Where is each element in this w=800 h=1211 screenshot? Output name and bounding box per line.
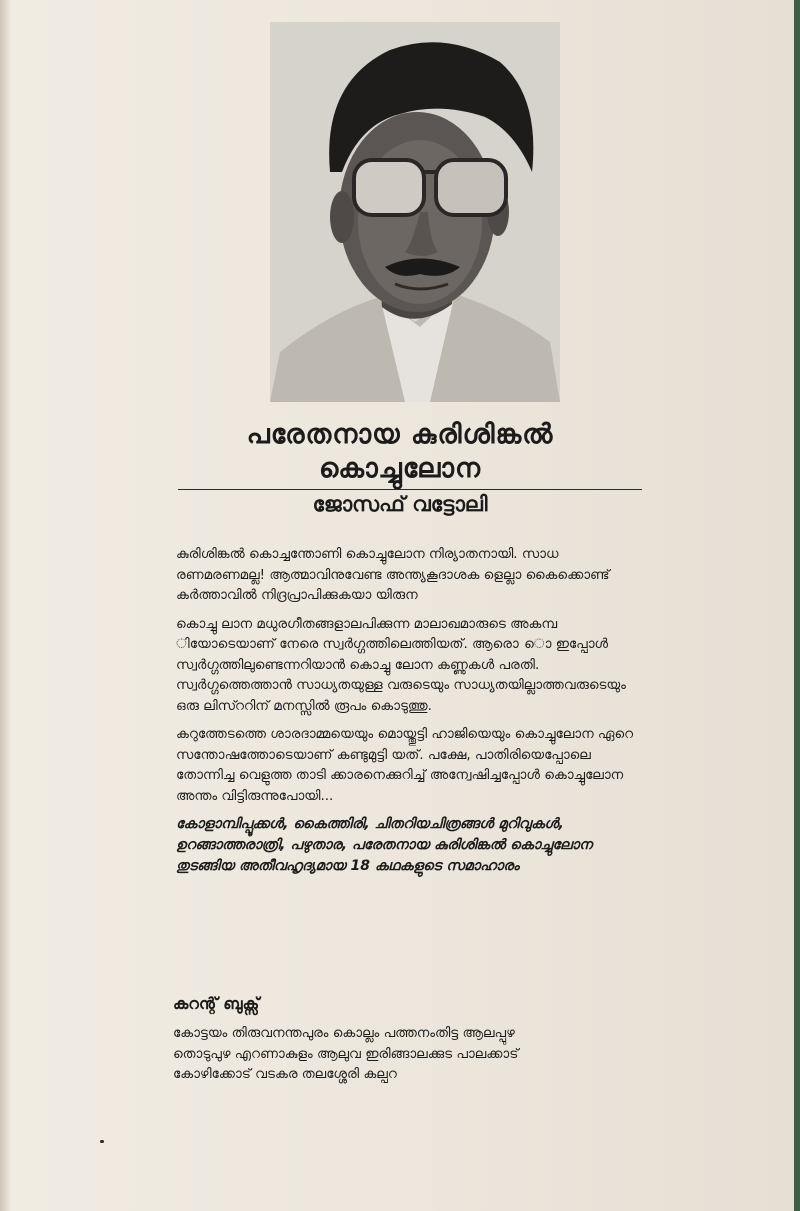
- blurb-paragraph-1: കുരിശിങ്കൽ കൊച്ചന്തോണി കൊച്ചുലോന നിര്യാതനായി. സാധ രണമരണമല്ല! ആത്മാവിനുവേണ്ട അന്ത്യകൂദാശക ളെല്ലാ കൈക്കൊണ്ട് കർത്താവിൽ നിദ്രപ്രാപിക്കുകയാ യിരുന: [176, 546, 610, 603]
- cover-edge: [794, 0, 800, 1211]
- blurb-paragraph-2: കൊച്ചു ലാന മധുരഗീതങ്ങളാലപിക്കുന്ന മാലാഖമാരുടെ അകമ്പ ിയോടെയാണ് നേരെ സ്വർഗ്ഗത്തിലെത്തിയത്. ആരൊ ൊ ഇപ്പോൾ സ്വർഗ്ഗത്തിലുണ്ടെന്നറിയാൻ കൊച്ചു ലോന കണ്ണുകൾ പരതി. സ്വർഗ്ഗത്തെത്താൻ സാധ്യതയുള്ള വരുടെയും സാധ്യതയില്ലാത്തവരുടെയും ഒരു ലിസ്ററിന് മനസ്സിൽ രൂപം കൊടുത്തു.: [176, 615, 626, 714]
- branches-line-2: തൊടുപുഴ എറണാകുളം ആലുവ ഇരിങ്ങാലക്കുട പാലക്കാട്: [173, 1045, 519, 1062]
- blurb: [176, 544, 648, 885]
- paper-speck: [100, 1140, 104, 1143]
- branches-line-3: കോഴിക്കോട് വടകര തലശ്ശേരി കല്പറ: [173, 1066, 397, 1082]
- branches-line-1: കോട്ടയം തിരുവനന്തപുരം കൊല്ലം പത്തനംതിട്ട ആലപ്പുഴ: [173, 1025, 515, 1041]
- author-name: ജോസഫ് വട്ടോലി: [312, 492, 488, 516]
- spine-edge: [0, 0, 10, 1211]
- book-title-line-2: കൊച്ചുലോന: [318, 453, 482, 484]
- book-title-line-1: പരേതനായ കുരിശിങ്കൽ: [246, 419, 554, 450]
- author-photo: [270, 22, 560, 402]
- blurb-paragraph-3: കറുത്തേടത്തെ ശാരദാമ്മയെയും മൊയ്തൂട്ടി ഹാജിയെയും കൊച്ചുലോന ഏറെ സന്തോഷത്തോടെയാണ് കണ്ടുമുട്ടി യത്. പക്ഷേ, പാതിരിയെപ്പോലെ തോന്നിച്ച വെളുത്ത താടി ക്കാരനെക്കുറിച്ച് അന്വേഷിച്ചപ്പോൾ കൊച്ചുലോന അന്തം വിട്ടിരുന്നുപോയി...: [176, 726, 634, 804]
- publisher-branches: [173, 1023, 643, 1085]
- blurb-summary: കോളാമ്പിപ്പൂക്കൾ, കൈത്തിരി, ചിതറിയചിത്രങ്ങൾ മുറിവുകൾ, ഉറങ്ങാത്തരാത്രി, പഴുതാര, പരേതനായ കുരിശിങ്കൽ കൊച്ചുലോന തുടങ്ങിയ അതീവഹൃദ്യമായ 18 കഥകളുടെ സമാഹാരം: [176, 816, 593, 874]
- book-title: [160, 418, 640, 486]
- publisher-name: കറന്റ് ബുക്സ്: [173, 994, 260, 1013]
